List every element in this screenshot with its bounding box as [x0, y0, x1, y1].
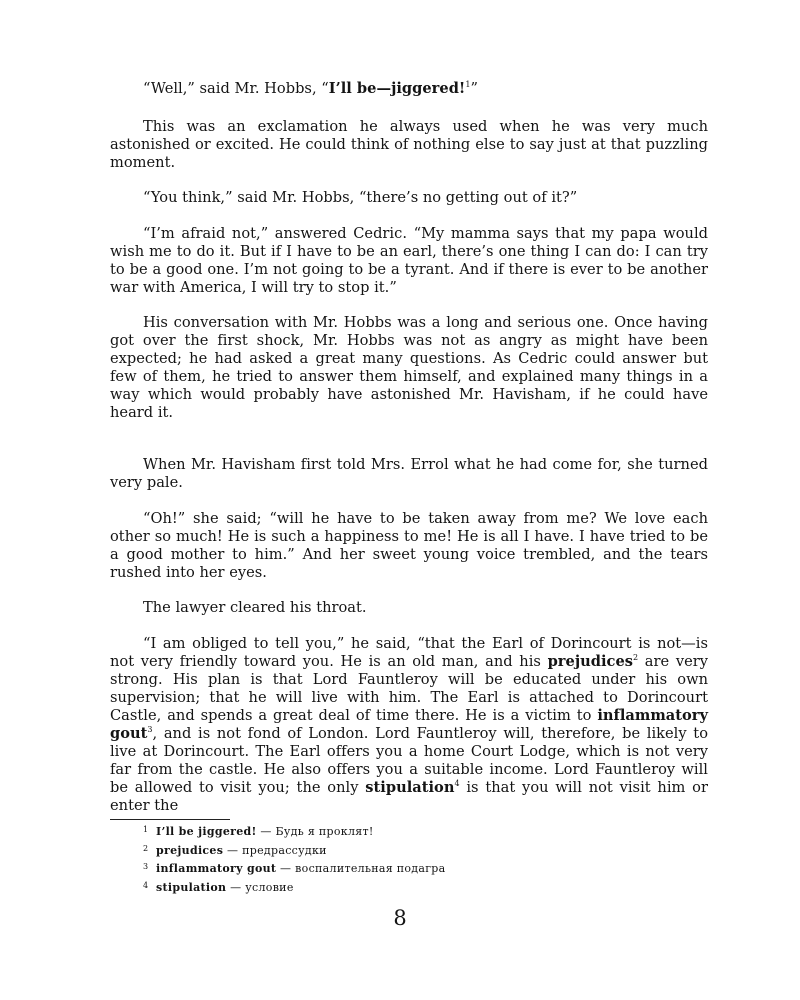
footnote-number: 4: [143, 880, 149, 890]
footnote-separator: —: [256, 825, 276, 838]
footnote: [143, 859, 703, 878]
footnotes: [143, 822, 703, 896]
text-run: are very strong. His plan is that Lord Fauntleroy will be educated under his own supervision; that he will live with him. The Earl is attached to Dorincourt Castle, and spends a great deal of time there. He is a victim to: [110, 653, 708, 724]
footnote-number: 1: [143, 825, 149, 834]
footnote-number: 2: [143, 843, 149, 853]
footnote-ref: 2: [632, 653, 639, 662]
paragraph-text: “I’m afraid not,” answered Cedric. “My mamma says that my papa would wish me to do it. But if I have to be an earl, there’s one thing I can do: I can try to be a good one. I’m not going to be a tyrant. And if there is ever to be another war with America, I will try to stop it.”: [110, 225, 708, 296]
paragraph-text: The lawyer cleared his throat.: [143, 599, 367, 616]
footnote-number: 3: [143, 862, 149, 871]
text-run: ”: [470, 80, 478, 97]
footnote-separator: —: [226, 880, 246, 894]
footnote-term: stipulation: [156, 880, 227, 894]
paragraph-text: [110, 80, 708, 98]
footnote-ref: 4: [454, 779, 460, 788]
text-run: is that you will not visit him or enter the: [110, 779, 708, 814]
footnote: [143, 822, 703, 841]
footnote-divider: [110, 819, 230, 820]
paragraph-3: [110, 189, 708, 207]
paragraph-text: When Mr. Havisham first told Mrs. Errol what he had come for, she turned very pale.: [110, 456, 708, 491]
paragraph-text: “Oh!” she said; “will he have to be taken away from me? We love each other so much! He is such a happiness to me! He is all I have. I have tried to be a good mother to him.” And her sweet young voice trembled, and the tears rushed into her eyes.: [110, 510, 708, 581]
text-run: “Well,” said Mr. Hobbs, “: [143, 80, 329, 97]
glossed-term: I’ll be—jiggered!: [328, 80, 466, 97]
text-run: “I am obliged to tell you,” he said, “that the Earl of Dorincourt is not—is not very friendly toward you. He is an old man, and his: [110, 635, 708, 670]
page-number: 8: [393, 906, 407, 930]
text-run: , and is not fond of London. Lord Fauntleroy will, therefore, be likely to live at Dorincourt. The Earl offers you a home Court Lodge, which is not very far from the castle. He also offers you a suitable income. Lord Fauntleroy will be allowed to visit you; the only: [110, 725, 708, 796]
footnote-separator: —: [276, 862, 296, 875]
footnote-term: prejudices: [156, 843, 224, 857]
paragraph-text: “You think,” said Mr. Hobbs, “there’s no getting out of it?”: [143, 189, 578, 206]
glossed-term: prejudices: [547, 653, 633, 670]
footnote: [143, 841, 703, 860]
paragraph-9: [110, 635, 708, 815]
footnote-gloss: условие: [245, 880, 294, 894]
paragraph-4: [110, 225, 708, 297]
paragraph-2: [110, 118, 708, 172]
paragraph-5: [110, 314, 708, 422]
paragraph-text: This was an exclamation he always used when he was very much astonished or excited. He could think of nothing else to say just at that puzzling moment.: [110, 118, 708, 171]
footnote-ref: 1: [465, 80, 471, 89]
footnote-gloss: воспалительная подагра: [295, 862, 446, 875]
paragraph-8: [110, 599, 708, 617]
paragraph-7: [110, 510, 708, 582]
paragraph-6: [110, 456, 708, 492]
glossed-term: stipulation: [365, 779, 455, 796]
footnote-term: inflammatory gout: [156, 862, 277, 875]
paragraph-text: His conversation with Mr. Hobbs was a long and serious one. Once having got over the first shock, Mr. Hobbs was not as angry as might have been expected; he had asked a great many questions. As Cedric could answer but few of them, he tried to answer them himself, and explained many things in a way which would probably have astonished Mr. Havisham, if he could have heard it.: [110, 314, 708, 421]
paragraph-1: [110, 80, 708, 98]
footnote-ref: 3: [147, 725, 153, 734]
paragraph-text: [110, 635, 708, 815]
footnote-gloss: предрассудки: [242, 843, 327, 857]
footnote-separator: —: [223, 843, 243, 857]
footnote: [143, 878, 703, 897]
glossed-term: inflammatory gout: [110, 707, 708, 742]
footnote-term: I’ll be jiggered!: [156, 825, 257, 838]
footnote-gloss: Будь я проклят!: [275, 825, 374, 838]
